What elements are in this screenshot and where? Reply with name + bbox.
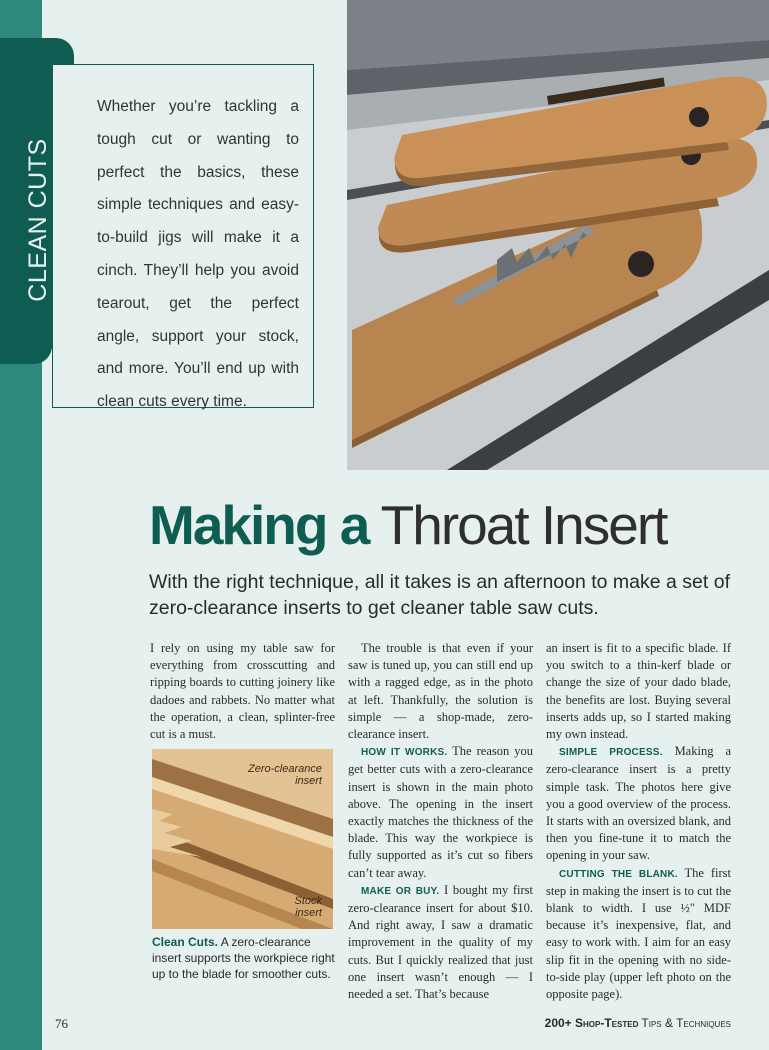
- running-footer: [545, 1016, 731, 1030]
- subhead-cutting-the-blank: CUTTING THE BLANK.: [559, 868, 678, 880]
- body-column-3: [546, 640, 731, 1003]
- caption-title: Clean Cuts.: [152, 935, 219, 949]
- body-paragraph: Making a zero-clearance insert is a pretty simple task. The photos here give you a good overview of the process. It starts with an oversized blank, and then you fine-tune it to match the opening in your saw.: [546, 744, 731, 863]
- inset-label-zero-clearance: Zero-clearance insert: [248, 763, 322, 787]
- section-tab-notch: [0, 340, 52, 364]
- intro-text: Whether you’re tackling a tough cut or wanting to perfect the basics, these simple techniques and easy-to-build jigs will make it a cinch. They’ll help you avoid tearout, get the perfect angle, support your stock, and more. You’ll end up with clean cuts every time.: [97, 98, 299, 411]
- footer-book-title-bold: 200+ Shop-Tested: [544, 1016, 639, 1030]
- title-bold-part: Making a: [149, 494, 369, 556]
- hero-photo: [347, 0, 769, 470]
- page-number: 76: [55, 1016, 68, 1031]
- body-paragraph: an insert is fit to a specific blade. If you switch to a thin-kerf blade or change the size of your dado blade, the benefits are lost. Buying several inserts adds up, so I started making my own instead.: [546, 641, 731, 742]
- subhead-how-it-works: HOW IT WORKS.: [361, 747, 448, 759]
- subhead-simple-process: SIMPLE PROCESS.: [559, 747, 663, 759]
- article-deck: With the right technique, all it takes is an afternoon to make a set of zero-clearance inserts to get cleaner table saw cuts.: [149, 571, 730, 619]
- body-paragraph: I rely on using my table saw for everything from crosscutting and ripping boards to cutting joinery like dadoes and rabbets. No matter what the operation, a clean, splinter-free cut is a must.: [150, 641, 335, 742]
- article-title: [149, 494, 667, 556]
- body-column-2: [348, 640, 533, 1003]
- body-paragraph: I bought my first zero-clearance insert for about $10. And right away, I saw a dramatic improvement in the quality of my cuts. But I quickly realized that just one insert wasn’t enough — I needed a set. That’s because: [348, 882, 534, 1002]
- intro-box: [52, 64, 314, 411]
- body-paragraph: The first step in making the insert is to cut the blank to width. I use ½" MDF because it’s inexpensive, flat, and easy to work with. I aim for an easy slip fit in the opening with no side-to-side play (upper left photo on the opposite page).: [546, 865, 731, 1002]
- inset-photo: [152, 749, 333, 929]
- footer-book-title-rest: Tips & Techniques: [641, 1016, 731, 1030]
- table-saw-photo: [347, 0, 769, 470]
- photo-caption: [152, 934, 340, 982]
- body-column-1: [150, 640, 335, 743]
- body-paragraph: The reason you get better cuts with a zero-clearance insert is shown in the main photo above. The opening in the insert exactly matches the thickness of the blade. This way the workpiece is fully supported as it’s cut so fibers can’t tear away.: [348, 744, 534, 880]
- section-label: CLEAN CUTS: [24, 138, 52, 302]
- subhead-make-or-buy: MAKE OR BUY.: [361, 885, 440, 897]
- inset-label-stock: Stock insert: [294, 895, 322, 919]
- caption-text: A zero-clearance insert supports the workpiece right up to the blade for smoother cuts.: [152, 935, 335, 981]
- title-light-part: Throat Insert: [380, 494, 667, 556]
- body-paragraph: The trouble is that even if your saw is tuned up, you can still end up with a ragged edge, as in the photo at left. Thankfully, the solution is simple — a shop-made, zero-clearance insert.: [348, 641, 533, 742]
